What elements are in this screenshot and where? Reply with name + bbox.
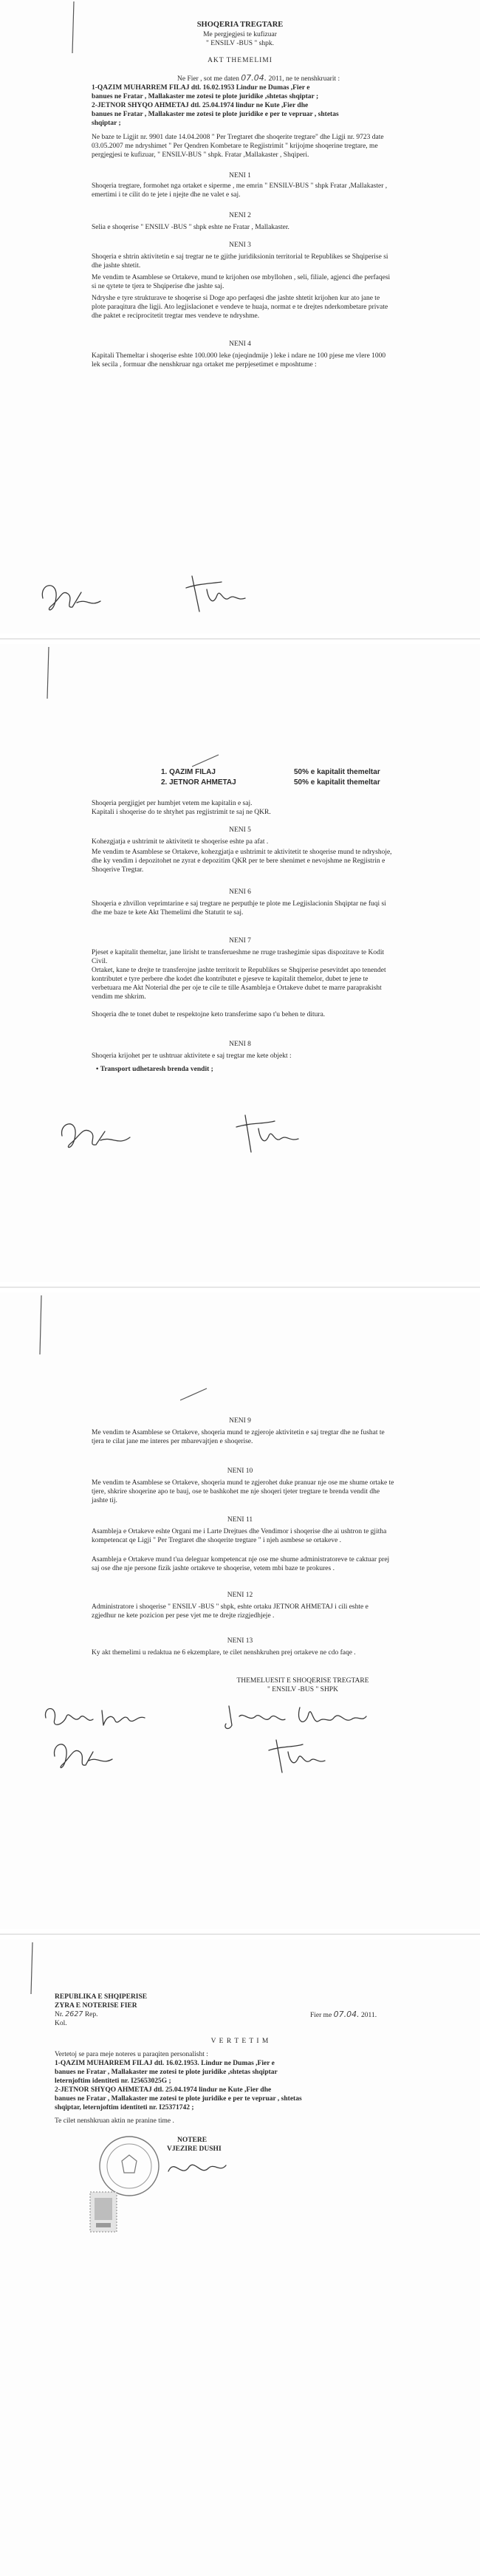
handwritten-date: 07.04. xyxy=(241,73,267,83)
revenue-stamp-icon xyxy=(89,2190,118,2237)
article-5-heading: NENI 5 xyxy=(229,826,251,834)
republic-label: REPUBLIKA E SHQIPERISE xyxy=(55,1993,148,2001)
notary-name: VJEZIRE DUSHI xyxy=(167,2145,222,2153)
attestation-person-1-id: leternjoftim identiteti nr. I25653025G ; xyxy=(55,2077,171,2085)
founders-label: THEMELUESIT E SHOQERISE TREGTARE xyxy=(236,1677,369,1685)
founder-2-line-c: shqiptar ; xyxy=(92,120,121,127)
article-5-text-a: Kohezgjatja e ushtrimit te aktivitetit te shoqerise eshte pa afat . xyxy=(92,838,269,846)
attestation-heading: V E R T E T I M xyxy=(210,2038,270,2045)
founder-2-line-b: banues ne Fratar , Mallakaster me zotesi te plote juridike e per te vepruar , shtetas xyxy=(92,111,339,118)
document-page-2 xyxy=(0,644,480,1282)
scan-fold-mark xyxy=(180,1387,210,1405)
article-10-text: Me vendim te Asamblese se Ortakeve, shoqeria mund te zgjerohet duke pranuar nje ose me shume ortake te tjere, shkrire shoqerine apo te bauj, ose te bashkohet me nje shoqeri tjeter tregtare te brenda vendit dhe jashte tij. xyxy=(92,1479,394,1504)
article-3-text-b: Me vendim te Asamblese se Ortakeve, mund te krijohen ose mbyllohen , seli, filiale, agjenci dhe perfaqesi si ne qytete te tjera te Shqiperise dhe jashte saj. xyxy=(92,274,391,290)
article-2-text: Selia e shoqerise " ENSILV -BUS " shpk eshte ne Fratar , Mallakaster. xyxy=(92,224,289,231)
signature-qazim-filaj xyxy=(49,1736,123,1781)
attestation-intro: Vertetoj se para meje noteres u paraqiten personalisht : xyxy=(55,2051,208,2058)
hole-punch-mark xyxy=(38,1295,44,1358)
article-9-heading: NENI 9 xyxy=(229,1417,251,1425)
nr-rep: Rep. xyxy=(84,2011,98,2018)
article-9-text: Me vendim te Asamblese se Ortakeve, shoqeria mund te zgjeroje aktivitetin e saj tregtar dhe ne fushat te tjera te cilat jane me interes per mbarevajtjen e shoqerise. xyxy=(92,1429,385,1445)
article-11-heading: NENI 11 xyxy=(227,1516,253,1524)
article-2-heading: NENI 2 xyxy=(229,212,251,219)
document-page-1 xyxy=(0,0,480,634)
company-title: SHOQERIA TREGTARE xyxy=(196,21,284,29)
hole-punch-mark xyxy=(46,647,52,702)
hole-punch-mark xyxy=(30,1942,35,1998)
attestation-person-2: 2-JETNOR SHYQO AHMETAJ dtl. 25.04.1974 lindur ne Kute ,Fier dhe xyxy=(55,2086,272,2094)
company-subtitle: Me pergjegjesi te kufizuar xyxy=(203,31,277,38)
article-13-text: Ky akt themelimi u redaktua ne 6 ekzemplare, te cilet nenshkruhen prej ortakeve ne cdo faqe . xyxy=(92,1649,356,1657)
signature-qazim-filaj xyxy=(56,1114,145,1162)
document-page-4 xyxy=(0,1939,480,2576)
registry-number-line xyxy=(55,2010,98,2019)
article-8-text: Shoqeria krijohet per te ushtruar aktivitete e saj tregtar me kete objekt : xyxy=(92,1052,292,1060)
article-6-heading: NENI 6 xyxy=(229,888,251,896)
article-11-text-b: Asambleja e Ortakeve mund t'ua deleguar kompetencat nje ose me shume administratoreve te caktuar prej saj ose dhe nje persone fizik jashte ortakeve te shoqerise, vetem mbi baze te prokures . xyxy=(92,1556,390,1572)
article-7-text-a: Pjeset e kapitalit themeltar, jane lirisht te transferueshme ne rruge trashegimie sipas dispozitave te Kodit Civil. xyxy=(92,949,385,965)
activity-bullet xyxy=(96,1065,213,1074)
owner-1-name: 1. QAZIM FILAJ xyxy=(161,768,216,776)
capital-line: Kapitali i shoqerise do te shtyhet pas regjistrimit te saj ne QKR. xyxy=(92,809,271,816)
page-divider xyxy=(0,1933,480,1935)
article-3-text-c: Ndryshe e tyre strukturave te shoqerise si Doge apo perfaqesi dhe jashte shtetit krijohen kur ato jane te plote paraqitura dhe ligji. Ato legjislacionet e vendeve te huaja, normat e te drejtes nderkombetare private dhe paktet e reciprocitetit tregtar mes vendeve te ndryshme. xyxy=(92,295,388,320)
nr-value: 2627 xyxy=(65,2010,83,2018)
founder-1-line-b: banues ne Fratar , Mallakaster me zotesi te plote juridike ,shtetas shqiptar ; xyxy=(92,93,319,100)
article-4-text: Kapitali Themeltar i shoqerise eshte 100.000 leke (njeqindmije ) leke i ndare ne 100 pjese me vlere 1000 lek secila , formuar dhe nenshkruar nga ortaket me perpjesetimet e mposhtume : xyxy=(92,352,386,369)
signature-qazim-filaj xyxy=(35,576,117,624)
bullet-icon: • xyxy=(96,1066,100,1073)
founder-2-line: 2-JETNOR SHYQO AHMETAJ dtl. 25.04.1974 lindur ne Kute ,Fier dhe xyxy=(92,102,309,109)
date-line xyxy=(310,2010,377,2020)
notary-title: NOTERE xyxy=(177,2137,208,2144)
signature-jetnor-ahmetaj xyxy=(177,569,258,624)
article-7-text-b: Ortaket, kane te drejte te transferojne jashte territorit te Republikes se Shqiperise pesevitdet apo tenendet kontributet e tyre perbere dhe kodet dhe kontributet e pjeseve te kapitalit themelor, dubet te jene te verbetuara me Akt Noterial dhe per oje te cile te tille Asambleja e Ortakeve dubet te marre paraprakisht vendim me shkrim. xyxy=(92,967,386,1001)
article-3-text-a: Shoqeria e shtrin aktivitetin e saj tregtar ne te gjithe juridiksionin territorial te Republikes se Shqiperise si dhe jashte shtetit. xyxy=(92,253,388,270)
intro-place: Ne Fier , sot me daten xyxy=(177,75,239,83)
article-5-text-b: Me vendim te Asamblese se Ortakeve, kohezgjatja e ushtrimit te aktivitetit te shoqerise mund te ndryshoje, dhe ky vendim i depozitohet ne zyrat e depozitim QKR per te bere shenimet e nevojshme ne Regjistrin e Shoqerive Tregtar. xyxy=(92,849,392,874)
article-10-heading: NENI 10 xyxy=(227,1467,253,1475)
notary-office-label: ZYRA E NOTERISE FIER xyxy=(55,2002,137,2010)
owner-2-name: 2. JETNOR AHMETAJ xyxy=(161,778,236,787)
date-label: Fier me xyxy=(310,2012,332,2019)
signature-jetnor-ahmetaj xyxy=(229,1109,310,1165)
attestation-person-1: 1-QAZIM MUHARREM FILAJ dtl. 16.02.1953. Lindur ne Dumas ,Fier e xyxy=(55,2060,275,2067)
article-6-text: Shoqeria e zhvillon veprimtarine e saj tregtare ne perputhje te plote me Legjislacionin Shqiptar ne fuqi si dhe me baze te kete Akt Themelimi dhe Statutit te saj. xyxy=(92,900,386,917)
page-divider xyxy=(0,1287,480,1288)
founder-1-line: 1-QAZIM MUHARREM FILAJ dtl. 16.02.1953 Lindur ne Dumas ,Fier e xyxy=(92,84,310,92)
attestation-person-2-b: banues ne Fratar , Mallakaster me zotesi te plote juridike e per te vepruar , shtetas xyxy=(55,2095,302,2103)
signature-name-qazim-filaj xyxy=(41,1703,152,1736)
article-1-text: Shoqeria tregtare, formohet nga ortaket e siperme , me emrin " ENSILV-BUS " shpk Fratar ,Mallakaster , emertimi i te cilit do te jete i njejte dhe ne valet e saj. xyxy=(92,182,388,199)
article-7-text-c: Shoqeria dhe te tonet dubet te respektojne keto transferime sapo t'u behen te ditura. xyxy=(92,1011,326,1018)
article-3-heading: NENI 3 xyxy=(229,242,251,249)
intro-rest: 2011, ne te nenshkruarit : xyxy=(268,75,340,83)
attestation-person-2-id: shqiptar, leternjoftim identiteti nr. I25371742 ; xyxy=(55,2104,194,2111)
attestation-closing: Te cilet nenshkruan aktin ne pranine time . xyxy=(55,2117,174,2125)
nr-label: Nr. xyxy=(55,2011,64,2018)
article-8-heading: NENI 8 xyxy=(229,1041,251,1048)
liability-line: Shoqeria pergjigjet per humbjet vetem me kapitalin e saj. xyxy=(92,800,253,807)
document-page-3 xyxy=(0,1292,480,1929)
company-name: " ENSILV -BUS " shpk. xyxy=(206,40,274,47)
owner-1-share: 50% e kapitalit themeltar xyxy=(294,768,380,776)
article-12-text: Administratore i shoqerise " ENSILV -BUS " shpk, eshte ortaku JETNOR AHMETAJ i cili eshte e zgjedhur ne kete pozicion per pese vjet me te drejte rizgjedhjeje . xyxy=(92,1603,368,1620)
owner-2-share: 50% e kapitalit themeltar xyxy=(294,778,380,787)
article-12-heading: NENI 12 xyxy=(227,1592,253,1599)
notary-signature xyxy=(164,2154,230,2187)
article-4-heading: NENI 4 xyxy=(229,340,251,348)
date-value: 07.04. xyxy=(333,2010,360,2019)
signature-jetnor-ahmetaj xyxy=(263,1734,329,1782)
attestation-person-1-b: banues ne Fratar , Mallakaster me zotesi te plote juridike ,shtetas shqiptar xyxy=(55,2069,278,2076)
intro-line xyxy=(177,74,340,83)
article-11-text-a: Asambleja e Ortakeve eshte Organi me i Larte Drejtues dhe Vendimor i shoqerise dhe ai ushtron te gjitha kompetencat qe Ligji " Per Tregtaret dhe shoqerite tregtare " i njeh asmbese se ortakeve . xyxy=(92,1528,387,1544)
article-13-heading: NENI 13 xyxy=(227,1637,253,1645)
document-heading: AKT THEMELIMI xyxy=(208,57,272,64)
article-1-heading: NENI 1 xyxy=(229,172,251,179)
article-7-heading: NENI 7 xyxy=(229,937,251,945)
kol-label: Kol. xyxy=(55,2020,67,2027)
legal-basis: Ne baze te Ligjit nr. 9901 date 14.04.2008 " Per Tregtaret dhe shoqerite tregtare" dhe Ligji nr. 9723 date 03.05.2007 me ndryshimet " Per Qendren Kombetare te Regjistrimit " krijojme shoqerine tregtare, me pergjegjesi te kufizuar, " ENSILV-BUS " shpk. Fratar ,Mallakaster , Shqiperi. xyxy=(92,134,384,159)
founders-company: " ENSILV -BUS " SHPK xyxy=(267,1686,338,1693)
activity-text: Transport udhetaresh brenda vendit ; xyxy=(100,1066,213,1073)
date-year: 2011. xyxy=(361,2012,377,2019)
page-divider xyxy=(0,638,480,640)
